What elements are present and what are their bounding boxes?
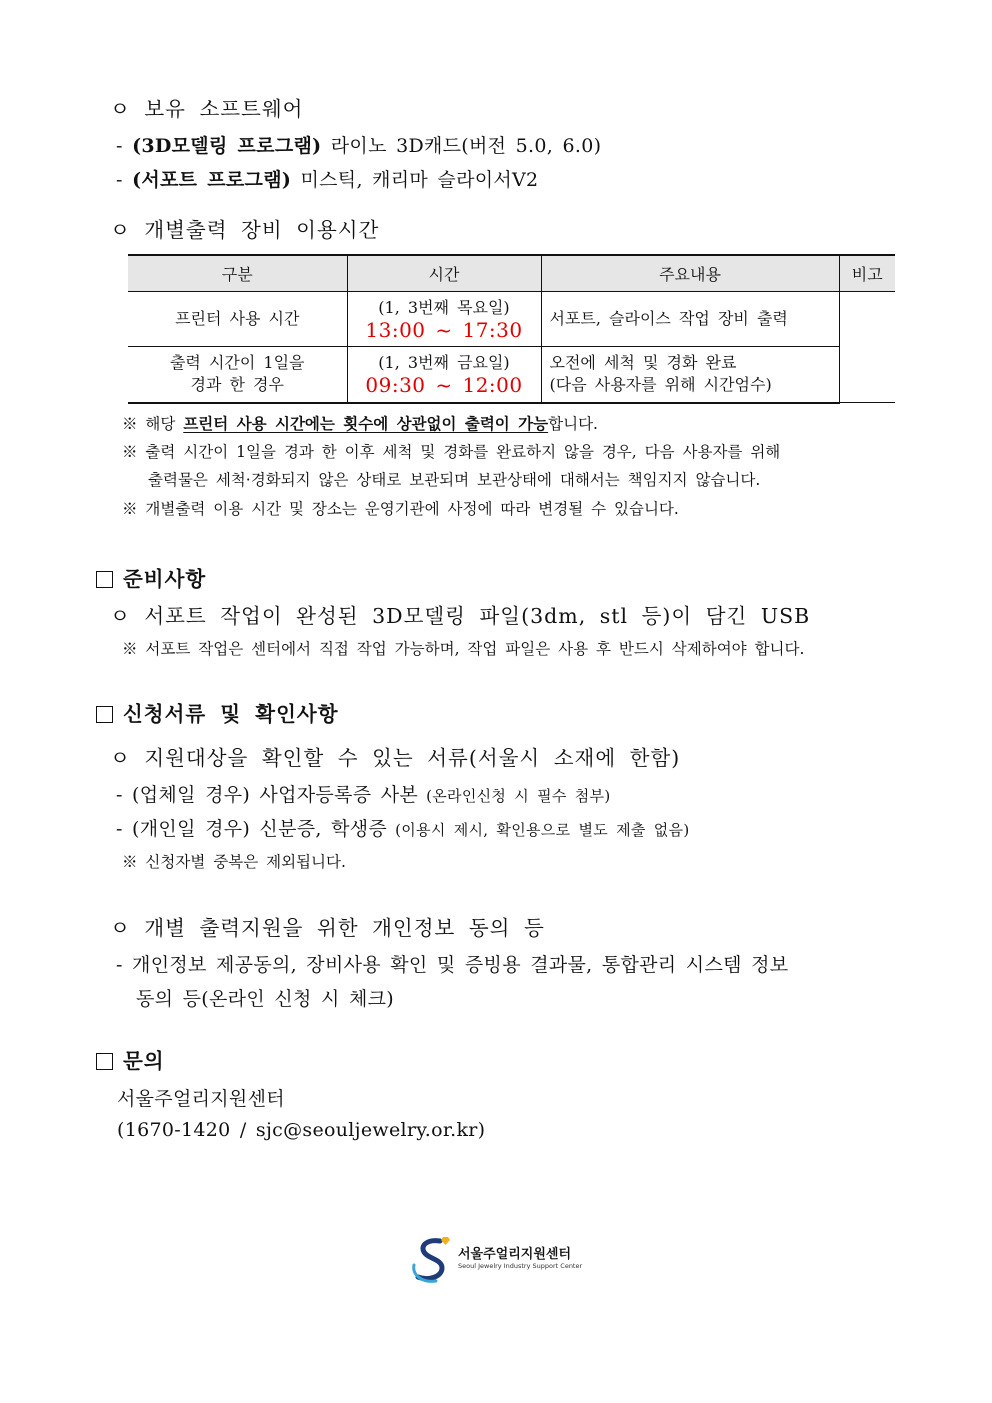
row-day: (1, 3번째 목요일) bbox=[378, 298, 510, 317]
prep-section-title bbox=[96, 562, 206, 592]
schedule-header-row bbox=[128, 255, 895, 292]
prep-item: ㅇ 서포트 작업이 완성된 3D모델링 파일(3dm, stl 등)이 담긴 USB bbox=[110, 604, 811, 628]
logo-name: 서울주얼리지원센터 bbox=[458, 1247, 572, 1262]
prep-note: ※ 서포트 작업은 센터에서 직접 작업 가능하며, 작업 파일은 사용 후 반드시 삭제하여야 합니다. bbox=[122, 640, 805, 658]
note-1-suffix: 합니다. bbox=[548, 415, 598, 433]
software-item-modeling: - (3D모델링 프로그램) 라이노 3D캐드(버전 5.0, 6.0) bbox=[116, 135, 602, 157]
center-logo bbox=[410, 1235, 590, 1285]
row-content-line2: (다음 사용자를 위해 시간엄수) bbox=[549, 375, 772, 395]
row-category-line2: 경과 한 경우 bbox=[190, 375, 284, 395]
row-content bbox=[541, 347, 839, 403]
table-row bbox=[128, 292, 895, 347]
schedule-note-3: ※ 개별출력 이용 시간 및 장소는 운영기관에 사정에 따라 변경될 수 있습니다. bbox=[122, 500, 679, 518]
row-time bbox=[347, 292, 541, 347]
col-header-remarks: 비고 bbox=[839, 255, 895, 292]
schedule-table bbox=[128, 254, 895, 404]
schedule-heading: ㅇ 개별출력 장비 이용시간 bbox=[110, 218, 380, 242]
row-category-line1: 출력 시간이 1일을 bbox=[169, 353, 305, 373]
docs-item: ㅇ 지원대상을 확인할 수 있는 서류(서울시 소재에 한함) bbox=[110, 746, 681, 770]
row-category: 프린터 사용 시간 bbox=[128, 292, 347, 347]
docs-note: ※ 신청자별 중복은 제외됩니다. bbox=[122, 853, 346, 871]
docs-sub-consent-line2: 동의 등(온라인 신청 시 체크) bbox=[136, 988, 394, 1010]
checkbox-square-icon bbox=[96, 706, 113, 723]
contact-title-text: 문의 bbox=[123, 1049, 165, 1073]
schedule-note-2-line1: ※ 출력 시간이 1일을 경과 한 이후 세척 및 경화를 완료하지 않을 경우, 다음 사용자를 위해 bbox=[122, 443, 781, 461]
docs-sub-business-note: (온라인신청 시 필수 첨부) bbox=[418, 787, 611, 805]
row-time-range: 13:00 ~ 17:30 bbox=[365, 318, 523, 342]
prep-title-text: 준비사항 bbox=[123, 567, 207, 591]
row-time-range: 09:30 ~ 12:00 bbox=[365, 373, 523, 398]
contact-info: (1670-1420 / sjc@seouljewelry.or.kr) bbox=[117, 1119, 486, 1141]
col-header-category: 구분 bbox=[128, 255, 347, 292]
software-item-modeling-label: (3D모델링 프로그램) bbox=[132, 135, 322, 157]
docs-sub-consent-line1: - 개인정보 제공동의, 장비사용 확인 및 증빙용 결과물, 통합관리 시스템 정보 bbox=[116, 954, 789, 976]
schedule-note-1 bbox=[122, 412, 598, 434]
checkbox-square-icon bbox=[96, 1053, 113, 1070]
logo-subtitle: Seoul Jewelry Industry Support Center bbox=[458, 1262, 583, 1270]
row-content-line1: 오전에 세척 및 경화 완료 bbox=[549, 353, 737, 373]
logo-emblem-icon bbox=[410, 1235, 454, 1285]
checkbox-square-icon bbox=[96, 571, 113, 588]
docs-sub-personal-text: - (개인일 경우) 신분증, 학생증 bbox=[116, 818, 388, 840]
docs-item-consent: ㅇ 개별 출력지원을 위한 개인정보 동의 등 bbox=[110, 916, 545, 940]
note-1-prefix: ※ 해당 bbox=[122, 415, 184, 433]
software-item-support-value: 미스틱, 캐리마 슬라이서V2 bbox=[291, 169, 539, 191]
col-header-time: 시간 bbox=[347, 255, 541, 292]
schedule-note-2-line2: 출력물은 세척·경화되지 않은 상태로 보관되며 보관상태에 대해서는 책임지지 않습니다. bbox=[148, 471, 761, 489]
contact-section-title bbox=[96, 1044, 165, 1074]
row-content: 서포트, 슬라이스 작업 장비 출력 bbox=[541, 292, 839, 347]
software-item-support-label: (서포트 프로그램) bbox=[132, 169, 292, 191]
docs-sub-personal-note: (이용시 제시, 확인용으로 별도 제출 없음) bbox=[387, 821, 690, 839]
docs-sub-business bbox=[116, 780, 611, 807]
docs-sub-personal bbox=[116, 814, 689, 841]
row-time bbox=[347, 347, 541, 403]
software-item-modeling-value: 라이노 3D캐드(버전 5.0, 6.0) bbox=[321, 135, 602, 157]
col-header-content: 주요내용 bbox=[541, 255, 839, 292]
row-remarks bbox=[839, 292, 895, 403]
docs-sub-business-text: - (업체일 경우) 사업자등록증 사본 bbox=[116, 784, 419, 806]
contact-org: 서울주얼리지원센터 bbox=[117, 1088, 285, 1110]
row-category bbox=[128, 347, 347, 403]
note-1-underlined: 프린터 사용 시간에는 횟수에 상관없이 출력이 가능 bbox=[183, 414, 549, 433]
docs-title-text: 신청서류 및 확인사항 bbox=[123, 702, 339, 726]
row-day: (1, 3번째 금요일) bbox=[378, 353, 510, 373]
software-item-support: - (서포트 프로그램) 미스틱, 캐리마 슬라이서V2 bbox=[116, 169, 539, 191]
docs-section-title bbox=[96, 697, 339, 727]
table-row bbox=[128, 347, 895, 403]
software-heading: ㅇ 보유 소프트웨어 bbox=[110, 97, 304, 121]
